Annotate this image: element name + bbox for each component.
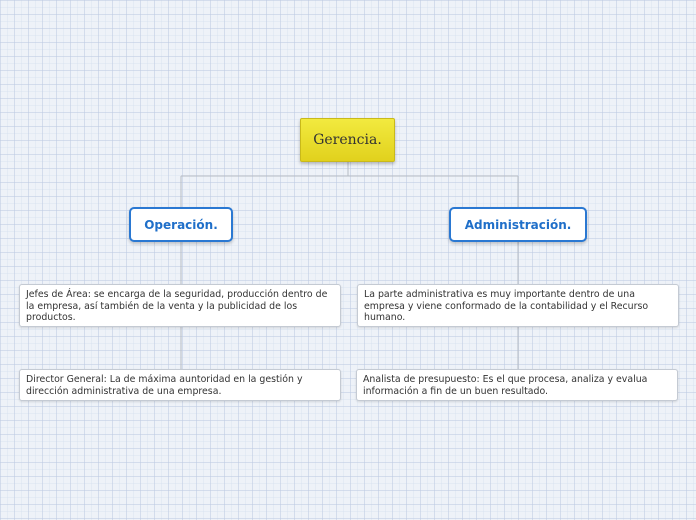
branch-node-label: Operación. xyxy=(144,217,218,232)
topic-node-text: Analista de presupuesto: Es el que procesa, analiza y evalua información a fin de un buen resultado. xyxy=(363,374,648,397)
branch-node-label: Administración. xyxy=(464,217,572,232)
root-node-label: Gerencia. xyxy=(313,132,382,148)
topic-node-parte-administrativa[interactable] xyxy=(357,284,679,327)
branch-node-operacion[interactable] xyxy=(129,207,233,242)
topic-node-jefes-de-area[interactable] xyxy=(19,284,341,327)
topic-node-analista-de-presupuesto[interactable] xyxy=(356,369,678,401)
topic-node-text: Director General: La de máxima auntoridad en la gestión y dirección administrativa de una empresa. xyxy=(26,374,303,397)
topic-node-director-general[interactable] xyxy=(19,369,341,401)
topic-node-text: Jefes de Área: se encarga de la seguridad, producción dentro de la empresa, así también de la venta y la publicidad de los productos. xyxy=(26,289,328,324)
branch-node-administracion[interactable] xyxy=(449,207,587,242)
root-node-gerencia[interactable] xyxy=(300,118,395,162)
topic-node-text: La parte administrativa es muy importante dentro de una empresa y viene conformado de la contabilidad y el Recurso humano. xyxy=(364,289,649,324)
